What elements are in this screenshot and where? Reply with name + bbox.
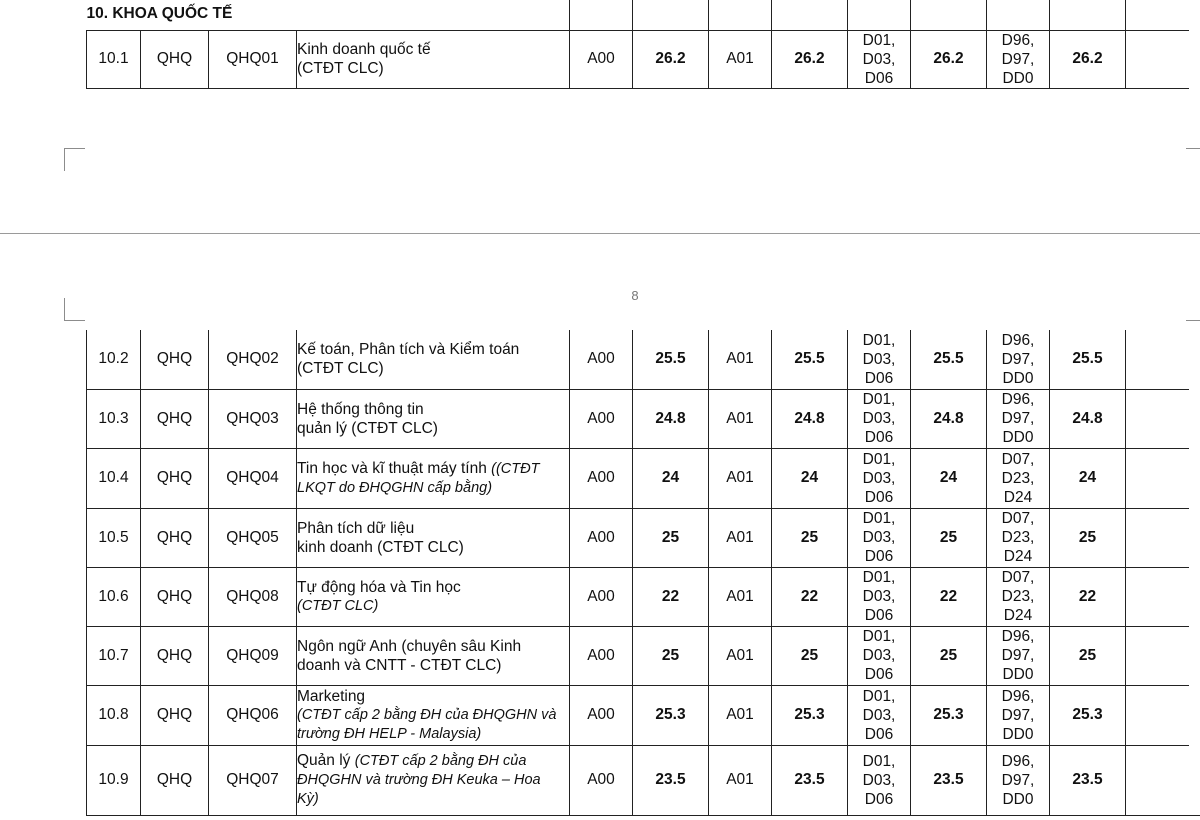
- cutoff-score: 25: [633, 626, 709, 685]
- page-corner-bottom-left: [64, 148, 85, 171]
- program-code: QHQ05: [209, 508, 297, 567]
- subject-group-list: [987, 448, 1050, 508]
- subject-group: A00: [570, 745, 633, 815]
- program-name-line1: Tự động hóa và Tin học: [297, 578, 461, 596]
- unit-code: QHQ: [141, 745, 209, 815]
- subject-group-item: D03,: [862, 588, 896, 605]
- unit-code: QHQ: [141, 685, 209, 745]
- program-name-line3: Kỳ): [297, 791, 319, 807]
- subject-group-item: D23,: [1001, 529, 1035, 546]
- program-name-line1: Hệ thống thông tin: [297, 400, 424, 418]
- unit-code: QHQ: [141, 389, 209, 448]
- row-number: 10.8: [87, 685, 141, 745]
- unit-code: QHQ: [141, 508, 209, 567]
- program-name-line1: Kinh doanh quốc tế: [297, 41, 431, 58]
- cutoff-score: 25: [772, 626, 848, 685]
- subject-group-item: D06: [864, 790, 894, 808]
- subject-group-item: D03,: [862, 529, 896, 546]
- subject-group-item: D01,: [862, 628, 896, 645]
- cutoff-score: 25.3: [633, 685, 709, 745]
- cutoff-score: 24.8: [1050, 389, 1126, 448]
- subject-group: A01: [709, 567, 772, 626]
- cutoff-score: 22: [911, 567, 987, 626]
- table-row: [87, 685, 1189, 745]
- subject-group-list: [848, 745, 911, 815]
- program-name-line1: Ngôn ngữ Anh (chuyên sâu Kinh: [297, 637, 522, 655]
- cutoff-score: 26.2: [911, 30, 987, 88]
- cutoff-score: 24.8: [911, 389, 987, 448]
- subject-group-list: [848, 330, 911, 389]
- program-name-line1: Marketing: [297, 687, 366, 705]
- subject-group-item: D23,: [1001, 469, 1035, 487]
- cutoff-score: 22: [772, 567, 848, 626]
- subject-group-item: D06: [864, 488, 894, 506]
- program-name-line2: doanh và CNTT - CTĐT CLC): [297, 656, 502, 674]
- subject-group-item: D24: [1003, 488, 1033, 506]
- table-row: [87, 389, 1189, 448]
- program-code: QHQ02: [209, 330, 297, 389]
- subject-group-item: D96,: [1001, 752, 1035, 770]
- cutoff-score: 25.5: [633, 330, 709, 389]
- program-code: QHQ06: [209, 685, 297, 745]
- admission-table-bottom: [86, 330, 1189, 816]
- subject-group-item: D06: [864, 69, 894, 87]
- row-number: 10.2: [87, 330, 141, 389]
- cutoff-score: 23.5: [911, 745, 987, 815]
- subject-group-item: D01,: [862, 450, 896, 468]
- subject-group-item: D06: [864, 548, 894, 565]
- unit-code: QHQ: [141, 30, 209, 88]
- program-name: [297, 685, 570, 745]
- subject-group: A01: [709, 626, 772, 685]
- section-title-text: 10. KHOA QUỐC TẾ: [86, 4, 233, 22]
- subject-group-list: [987, 30, 1050, 88]
- subject-group: A00: [570, 448, 633, 508]
- subject-group-item: D97,: [1001, 647, 1035, 664]
- program-name-line2: (CTĐT CLC): [297, 360, 384, 378]
- program-code: QHQ07: [209, 745, 297, 815]
- subject-group-list: [848, 448, 911, 508]
- subject-group-item: D01,: [862, 331, 896, 349]
- cutoff-score: 23.5: [633, 745, 709, 815]
- subject-group-item: D03,: [862, 50, 896, 68]
- subject-group-item: D03,: [862, 647, 896, 664]
- subject-group-item: D96,: [1001, 628, 1035, 645]
- subject-group-item: D07,: [1001, 510, 1035, 527]
- cutoff-score: 22: [633, 567, 709, 626]
- cutoff-score: 25: [633, 508, 709, 567]
- subject-group-item: D01,: [862, 752, 896, 770]
- subject-group-item: DD0: [1002, 369, 1034, 387]
- cutoff-score: 24: [911, 448, 987, 508]
- header-cell: [709, 0, 772, 30]
- subject-group-list: [987, 567, 1050, 626]
- empty-cell: [1126, 389, 1189, 448]
- subject-group-item: D96,: [1001, 687, 1035, 705]
- header-cell: [1050, 0, 1126, 30]
- program-name-line2: LKQT do ĐHQGHN cấp bằng): [297, 479, 493, 496]
- unit-code: QHQ: [141, 330, 209, 389]
- subject-group-item: D07,: [1001, 450, 1035, 468]
- row-number: 10.6: [87, 567, 141, 626]
- subject-group-item: D96,: [1001, 31, 1035, 49]
- cutoff-score: 26.2: [633, 30, 709, 88]
- cutoff-score: 25: [911, 626, 987, 685]
- unit-code: QHQ: [141, 626, 209, 685]
- program-name-line2: (CTĐT cấp 2 bằng ĐH của ĐHQGHN và: [297, 706, 557, 723]
- subject-group-item: D03,: [862, 771, 896, 789]
- cutoff-score: 26.2: [772, 30, 848, 88]
- program-name: [297, 567, 570, 626]
- subject-group: A01: [709, 508, 772, 567]
- program-name: [297, 389, 570, 448]
- empty-cell: [1126, 448, 1189, 508]
- program-name: [297, 30, 570, 88]
- page-number: 8: [631, 288, 639, 303]
- subject-group-item: DD0: [1002, 666, 1034, 683]
- subject-group: A00: [570, 685, 633, 745]
- program-code: QHQ09: [209, 626, 297, 685]
- subject-group-item: D23,: [1001, 588, 1035, 605]
- page-break-line: [0, 233, 1200, 234]
- program-name: [297, 330, 570, 389]
- table-row: [87, 626, 1189, 685]
- cutoff-score: 25.5: [772, 330, 848, 389]
- subject-group-item: D97,: [1001, 350, 1035, 368]
- program-name-line3: trường ĐH HELP - Malaysia): [297, 725, 482, 742]
- program-name-line1: Tin học và kĩ thuật máy tính ((CTĐT: [297, 459, 540, 477]
- row-number: 10.9: [87, 745, 141, 815]
- program-name-line2: quản lý (CTĐT CLC): [297, 419, 438, 437]
- page-corner-bottom-right: [1186, 148, 1200, 171]
- page-corner-top-right: [1186, 298, 1200, 321]
- cutoff-score: 25: [1050, 508, 1126, 567]
- program-name-line1: Kế toán, Phân tích và Kiểm toán: [297, 341, 520, 359]
- program-name-line1: Phân tích dữ liệu: [297, 519, 415, 537]
- row-number: 10.7: [87, 626, 141, 685]
- header-cell: [848, 0, 911, 30]
- cutoff-score: 25.3: [911, 685, 987, 745]
- program-name: [297, 626, 570, 685]
- program-name: [297, 448, 570, 508]
- section-title: [87, 0, 570, 30]
- row-number: 10.5: [87, 508, 141, 567]
- subject-group-list: [987, 508, 1050, 567]
- cutoff-score: 25.3: [1050, 685, 1126, 745]
- empty-cell: [1126, 508, 1189, 567]
- subject-group-item: DD0: [1002, 725, 1034, 743]
- subject-group-list: [987, 389, 1050, 448]
- subject-group: A01: [709, 745, 772, 815]
- unit-code: QHQ: [141, 448, 209, 508]
- row-number: 10.4: [87, 448, 141, 508]
- subject-group: A00: [570, 508, 633, 567]
- subject-group-item: D97,: [1001, 771, 1035, 789]
- program-name-line1: Quản lý (CTĐT cấp 2 bằng ĐH của: [297, 752, 527, 769]
- subject-group-item: D06: [864, 429, 894, 446]
- cutoff-score: 22: [1050, 567, 1126, 626]
- subject-group-item: D01,: [862, 687, 896, 705]
- subject-group-item: D24: [1003, 548, 1033, 565]
- program-name: [297, 745, 570, 815]
- subject-group-item: D96,: [1001, 331, 1035, 349]
- page-corner-top-left: [64, 298, 85, 321]
- subject-group-item: D06: [864, 666, 894, 683]
- subject-group-list: [848, 30, 911, 88]
- header-cell: [1126, 0, 1189, 30]
- header-cell: [987, 0, 1050, 30]
- program-name-line2: ĐHQGHN và trường ĐH Keuka – Hoa: [297, 772, 541, 788]
- table-row: [87, 30, 1189, 88]
- program-code: QHQ03: [209, 389, 297, 448]
- subject-group-list: [848, 626, 911, 685]
- subject-group-list: [848, 508, 911, 567]
- subject-group-item: D06: [864, 607, 894, 624]
- subject-group-item: D97,: [1001, 706, 1035, 724]
- subject-group-item: D01,: [862, 569, 896, 586]
- empty-cell: [1126, 330, 1189, 389]
- row-number: 10.1: [87, 30, 141, 88]
- subject-group-item: DD0: [1002, 69, 1034, 87]
- cutoff-score: 25: [911, 508, 987, 567]
- subject-group-item: D24: [1003, 607, 1033, 624]
- program-name: [297, 508, 570, 567]
- subject-group: A01: [709, 389, 772, 448]
- subject-group: A01: [709, 330, 772, 389]
- subject-group: A00: [570, 567, 633, 626]
- subject-group-item: D97,: [1001, 410, 1035, 427]
- subject-group: A00: [570, 626, 633, 685]
- table-row: [87, 745, 1189, 815]
- subject-group-item: D07,: [1001, 569, 1035, 586]
- header-cell: [911, 0, 987, 30]
- subject-group-item: DD0: [1002, 429, 1034, 446]
- cutoff-score: 25.3: [772, 685, 848, 745]
- subject-group-item: DD0: [1002, 790, 1034, 808]
- subject-group-item: D01,: [862, 391, 896, 408]
- table-bottom-border: [86, 815, 1200, 816]
- subject-group: A01: [709, 685, 772, 745]
- subject-group-list: [848, 567, 911, 626]
- cutoff-score: 25.5: [911, 330, 987, 389]
- header-cell: [570, 0, 633, 30]
- empty-cell: [1126, 30, 1189, 88]
- subject-group-item: D03,: [862, 410, 896, 427]
- cutoff-score: 23.5: [1050, 745, 1126, 815]
- program-name-line2: (CTĐT CLC): [297, 597, 379, 614]
- subject-group-list: [987, 685, 1050, 745]
- subject-group: A01: [709, 448, 772, 508]
- subject-group: A01: [709, 30, 772, 88]
- subject-group-item: D06: [864, 725, 894, 743]
- subject-group-list: [987, 330, 1050, 389]
- table-row: [87, 567, 1189, 626]
- subject-group: A00: [570, 30, 633, 88]
- empty-cell: [1126, 567, 1189, 626]
- table-row: [87, 330, 1189, 389]
- cutoff-score: 24: [772, 448, 848, 508]
- cutoff-score: 24.8: [772, 389, 848, 448]
- table-row: [87, 448, 1189, 508]
- cutoff-score: 24: [633, 448, 709, 508]
- program-name-line2: kinh doanh (CTĐT CLC): [297, 538, 464, 556]
- program-code: QHQ04: [209, 448, 297, 508]
- subject-group-list: [848, 389, 911, 448]
- cutoff-score: 25: [1050, 626, 1126, 685]
- subject-group-item: D01,: [862, 510, 896, 527]
- table-row: [87, 508, 1189, 567]
- subject-group-item: D01,: [862, 31, 896, 49]
- subject-group-item: D97,: [1001, 50, 1035, 68]
- cutoff-score: 25: [772, 508, 848, 567]
- program-code: QHQ08: [209, 567, 297, 626]
- empty-cell: [1126, 685, 1189, 745]
- subject-group-list: [987, 626, 1050, 685]
- header-cell: [633, 0, 709, 30]
- program-name-note: (CTĐT cấp 2 bằng ĐH của: [354, 753, 527, 769]
- row-number: 10.3: [87, 389, 141, 448]
- subject-group-list: [848, 685, 911, 745]
- subject-group-item: D06: [864, 369, 894, 387]
- cutoff-score: 24.8: [633, 389, 709, 448]
- empty-cell: [1126, 745, 1189, 815]
- unit-code: QHQ: [141, 567, 209, 626]
- subject-group-list: [987, 745, 1050, 815]
- empty-cell: [1126, 626, 1189, 685]
- admission-table-top: [86, 0, 1189, 89]
- subject-group-item: D03,: [862, 469, 896, 487]
- subject-group-item: D03,: [862, 706, 896, 724]
- program-name-note: ((CTĐT: [491, 460, 540, 477]
- cutoff-score: 23.5: [772, 745, 848, 815]
- subject-group: A00: [570, 330, 633, 389]
- subject-group-item: D03,: [862, 350, 896, 368]
- program-name-line2: (CTĐT CLC): [297, 60, 384, 77]
- subject-group: A00: [570, 389, 633, 448]
- cutoff-score: 24: [1050, 448, 1126, 508]
- cutoff-score: 25.5: [1050, 330, 1126, 389]
- program-code: QHQ01: [209, 30, 297, 88]
- header-cell: [772, 0, 848, 30]
- cutoff-score: 26.2: [1050, 30, 1126, 88]
- subject-group-item: D96,: [1001, 391, 1035, 408]
